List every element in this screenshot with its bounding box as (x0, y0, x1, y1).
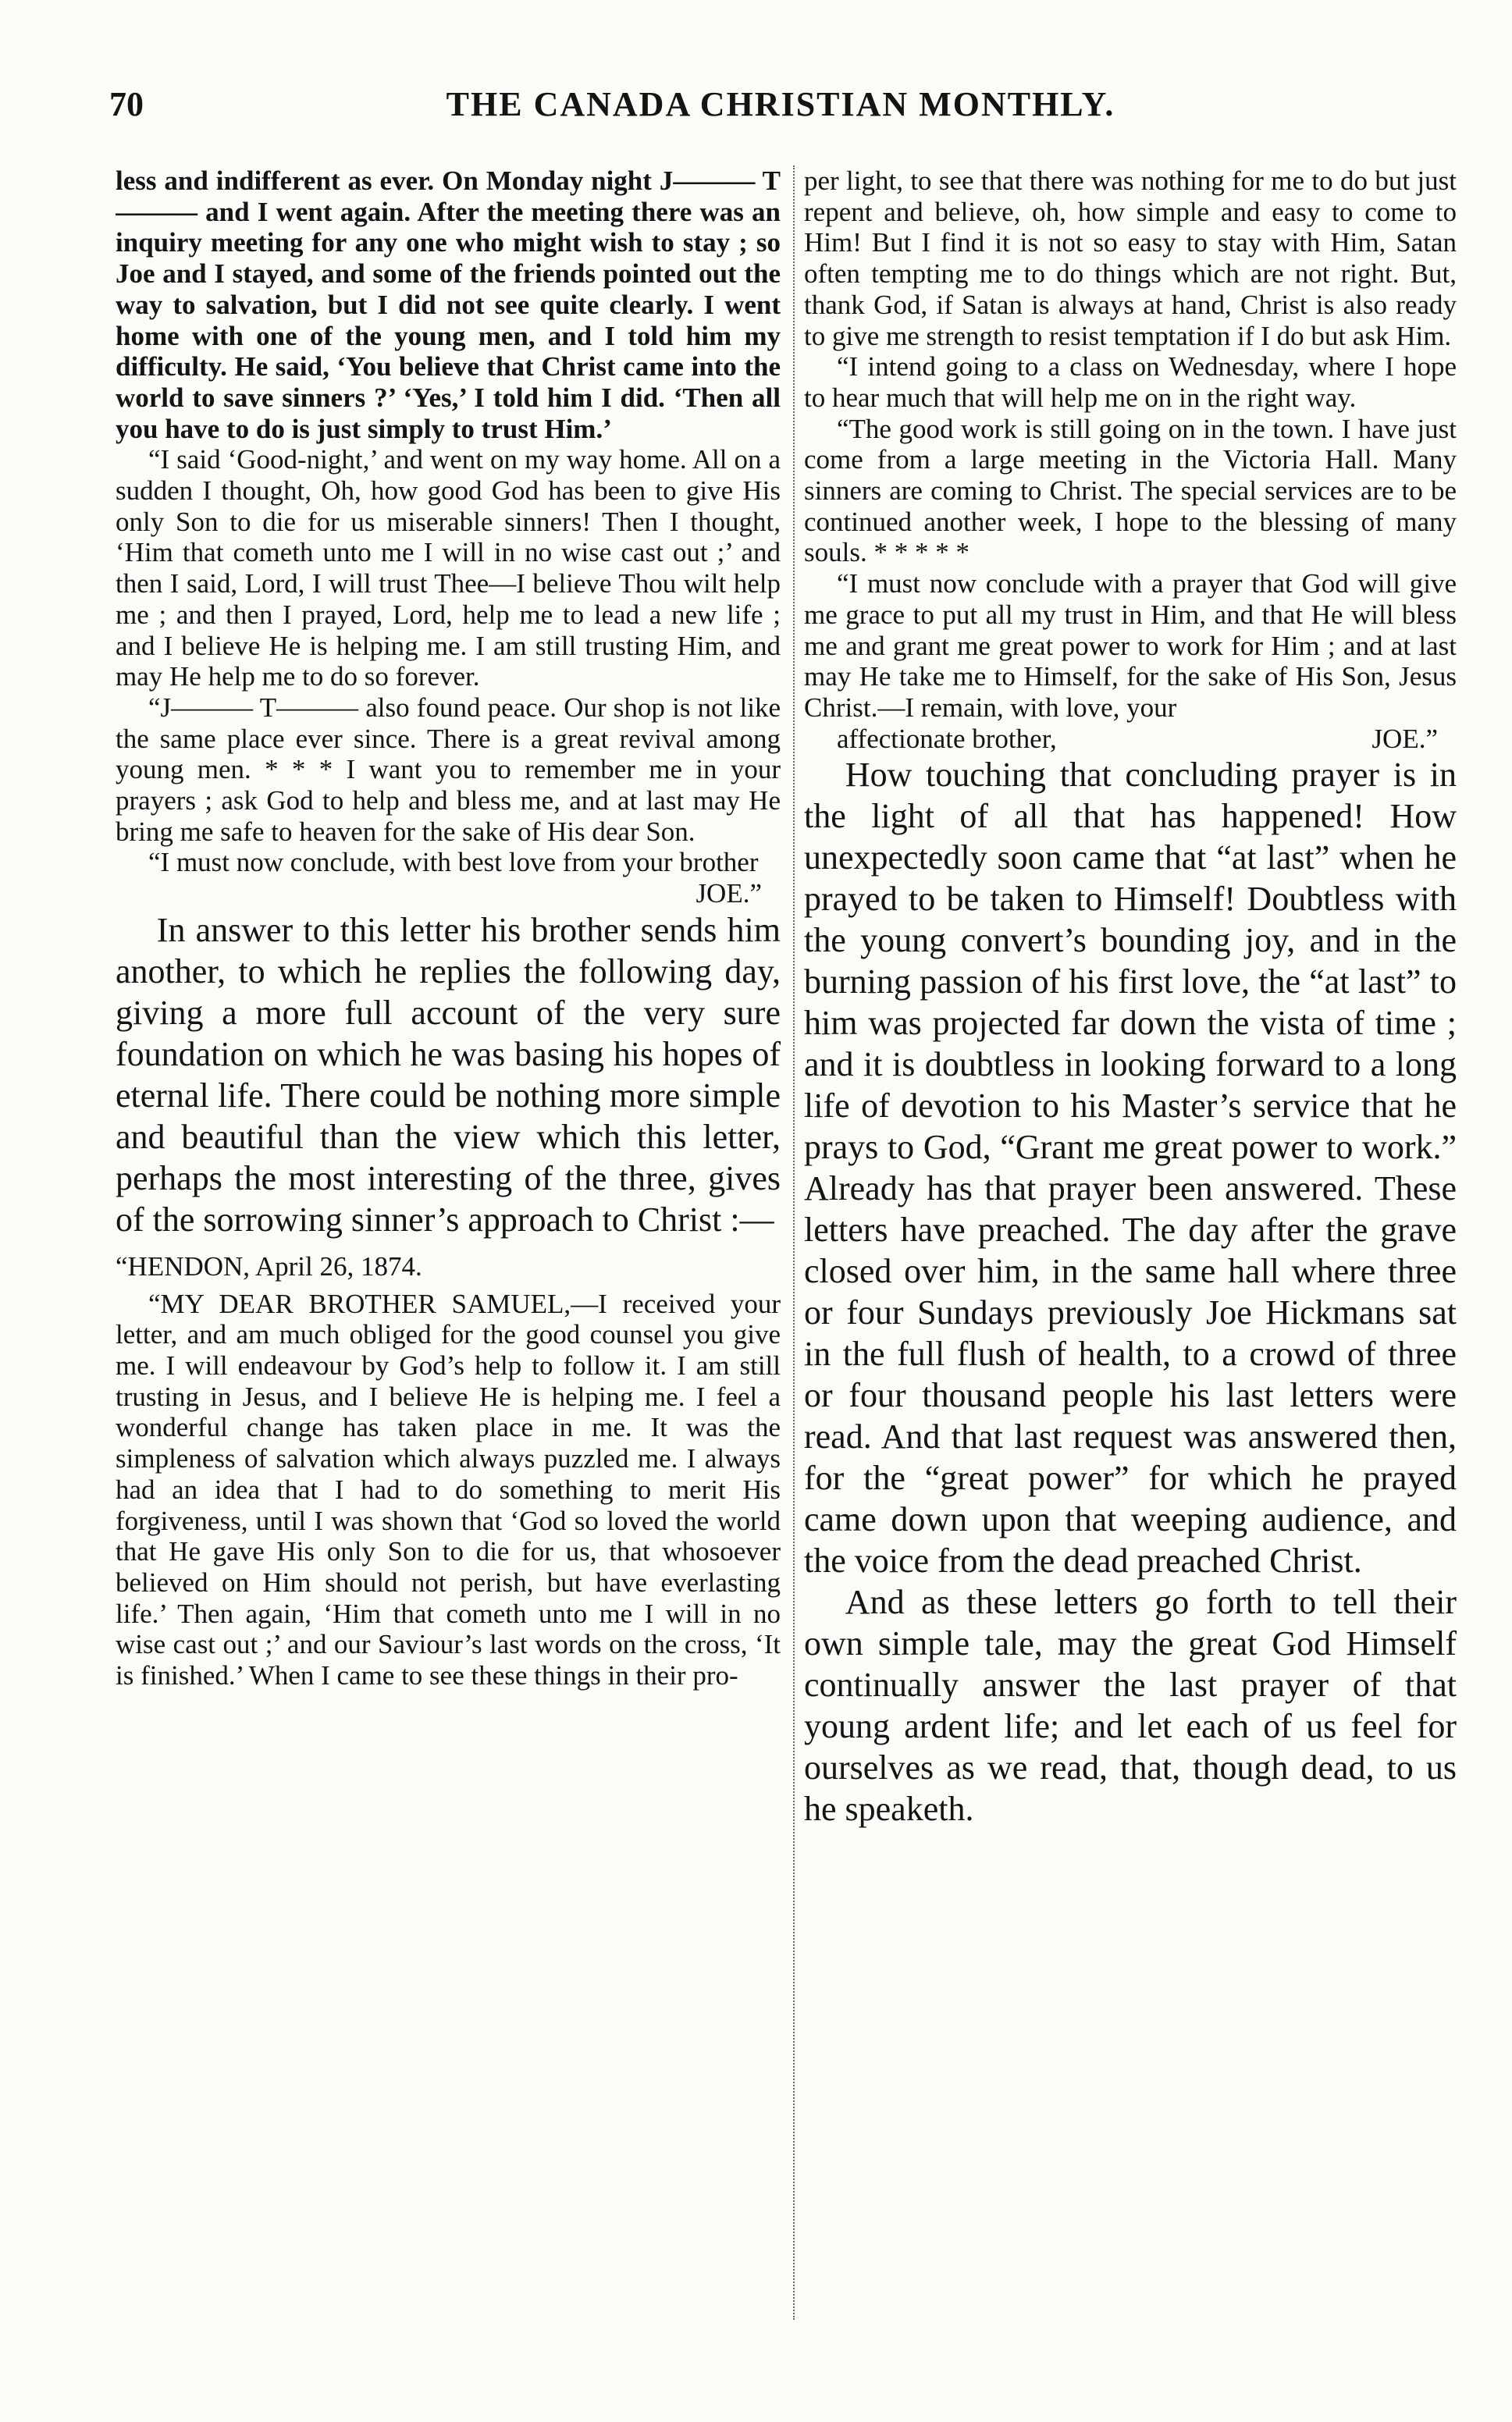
right-paragraph-4-text: “I must now conclude with a prayer that God will give me grace to put all my trust in Him, and that He will bless me and grant me great power to work for Him ; and at last may He take me to Himself, for the sake of His Son, Jesus Christ.—I remain, with love, your (804, 568, 1457, 723)
letter-closing-text: “I must now conclude, with best love from your brother (148, 847, 759, 878)
right-paragraph-2: “I intend going to a class on Wednesday, where I hope to hear much that will help me on in the right way. (804, 351, 1457, 413)
column-divider (793, 165, 795, 2320)
right-paragraph-3-text: “The good work is still going on in the town. I have just come from a large meeting in the Victoria Hall. Many sinners are coming to Christ. The special services are to be continued another week, I hope to the blessing of many souls. (804, 413, 1457, 568)
left-paragraph-6: “MY DEAR BROTHER SAMUEL,—I received your letter, and am much obliged for the good counsel you give me. I will endeavour by God’s help to follow it. I am still trusting in Jesus, and I believe He is helping me. I feel a wonderful change has taken place in me. It was the simpleness of salvation which always puzzled me. I always had an idea that I had to do something to merit His forgiveness, until I was shown that ‘God so loved the world that He gave His only Son to die for us, that whosoever believed on Him should not perish, but have everlasting life.’ Then again, ‘Him that cometh unto me I will in no wise cast out ;’ and our Saviour’s last words on the cross, ‘It is finished.’ When I came to see these things in their pro- (116, 1288, 781, 1691)
right-paragraph-5: How touching that concluding prayer is in the light of all that has happened! How unexpectedly soon came that “at last” when he prayed to be taken to Himself! Doubtless with the young convert’s bounding joy, and in the burning passion of his first love, the “at last” to him was projected far down the vista of time ; and it is doubtless in looking forward to a long life of devotion to his Master’s service that he prays to God, “Grant me great power to work.” Already has that prayer been answered. These letters have preached. The day after the grave closed over him, in the same hall where three or four Sundays previously Joe Hickmans sat in the full flush of health, to a crowd of three or four thousand people his last letters were read. And that last request was answered then, for the “great power” for which he prayed came down upon that weeping audience, and the voice from the dead preached Christ. (804, 756, 1457, 1581)
running-title: THE CANADA CHRISTIAN MONTHLY. (446, 85, 1115, 123)
right-paragraph-6: And as these letters go forth to tell their own simple tale, may the great God Himself continually answer the last prayer of that young ardent life; and let each of us feel for ourselves as we read, that, though dead, to us he speaketh. (804, 1583, 1457, 1829)
letter-dateline: “HENDON, April 26, 1874. (116, 1250, 422, 1282)
ellipsis-stars: * * * * * (873, 537, 969, 568)
left-paragraph-4 (116, 847, 781, 909)
right-paragraph-4 (804, 568, 1457, 754)
letter-signature: JOE.” (696, 878, 762, 909)
page-number: 70 (109, 85, 144, 123)
left-paragraph-3: “J——— T——— also found peace. Our shop is not like the same place ever since. There is a great revival among young men. * * * I want you to remember me in your prayers ; ask God to help and bless me, and at last may He bring me safe to heaven for the sake of His dear Son. (116, 692, 781, 847)
right-paragraph-3 (804, 414, 1457, 569)
left-paragraph-1: less and indifferent as ever. On Monday night J——— T——— and I went again. After the meeting there was an inquiry meeting for any one who might wish to stay ; so Joe and I stayed, and some of the friends pointed out the way to salvation, but I did not see quite clearly. I went home with one of the young men, and I told him my difficulty. He said, ‘You believe that Christ came into the world to save sinners ?’ ‘Yes,’ I told him I did. ‘Then all you have to do is just simply to trust Him.’ (116, 165, 781, 444)
right-paragraph-1: per light, to see that there was nothing for me to do but just repent and believe, oh, how simple and easy to come to Him! But I find it is not so easy to stay with Him, Satan often tempting me to do things which are not right. But, thank God, if Satan is always at hand, Christ is also ready to give me strength to resist temptation if I do but ask Him. (804, 165, 1457, 351)
left-column (116, 165, 781, 2374)
right-column (804, 165, 1457, 2374)
page-header (109, 84, 1452, 131)
letter-signature-line: affectionate brother, JOE.” (837, 723, 1438, 754)
left-paragraph-5: In answer to this letter his brother sends him another, to which he replies the following day, giving a more full account of the very sure foundation on which he was basing his hopes of eternal life. There could be nothing more simple and beautiful than the view which this letter, perhaps the most interesting of the three, gives of the sorrowing sinner’s approach to Christ :— (116, 910, 781, 1239)
left-paragraph-2: “I said ‘Good-night,’ and went on my way home. All on a sudden I thought, Oh, how good God has been to give His only Son to die for us miserable sinners! Then I thought, ‘Him that cometh unto me I will in no wise cast out ;’ and then I said, Lord, I will trust Thee—I believe Thou wilt help me ; and then I prayed, Lord, help me to lead a new life ; and I believe He is helping me. I am still trusting Him, and may He help me to do so forever. (116, 444, 781, 692)
